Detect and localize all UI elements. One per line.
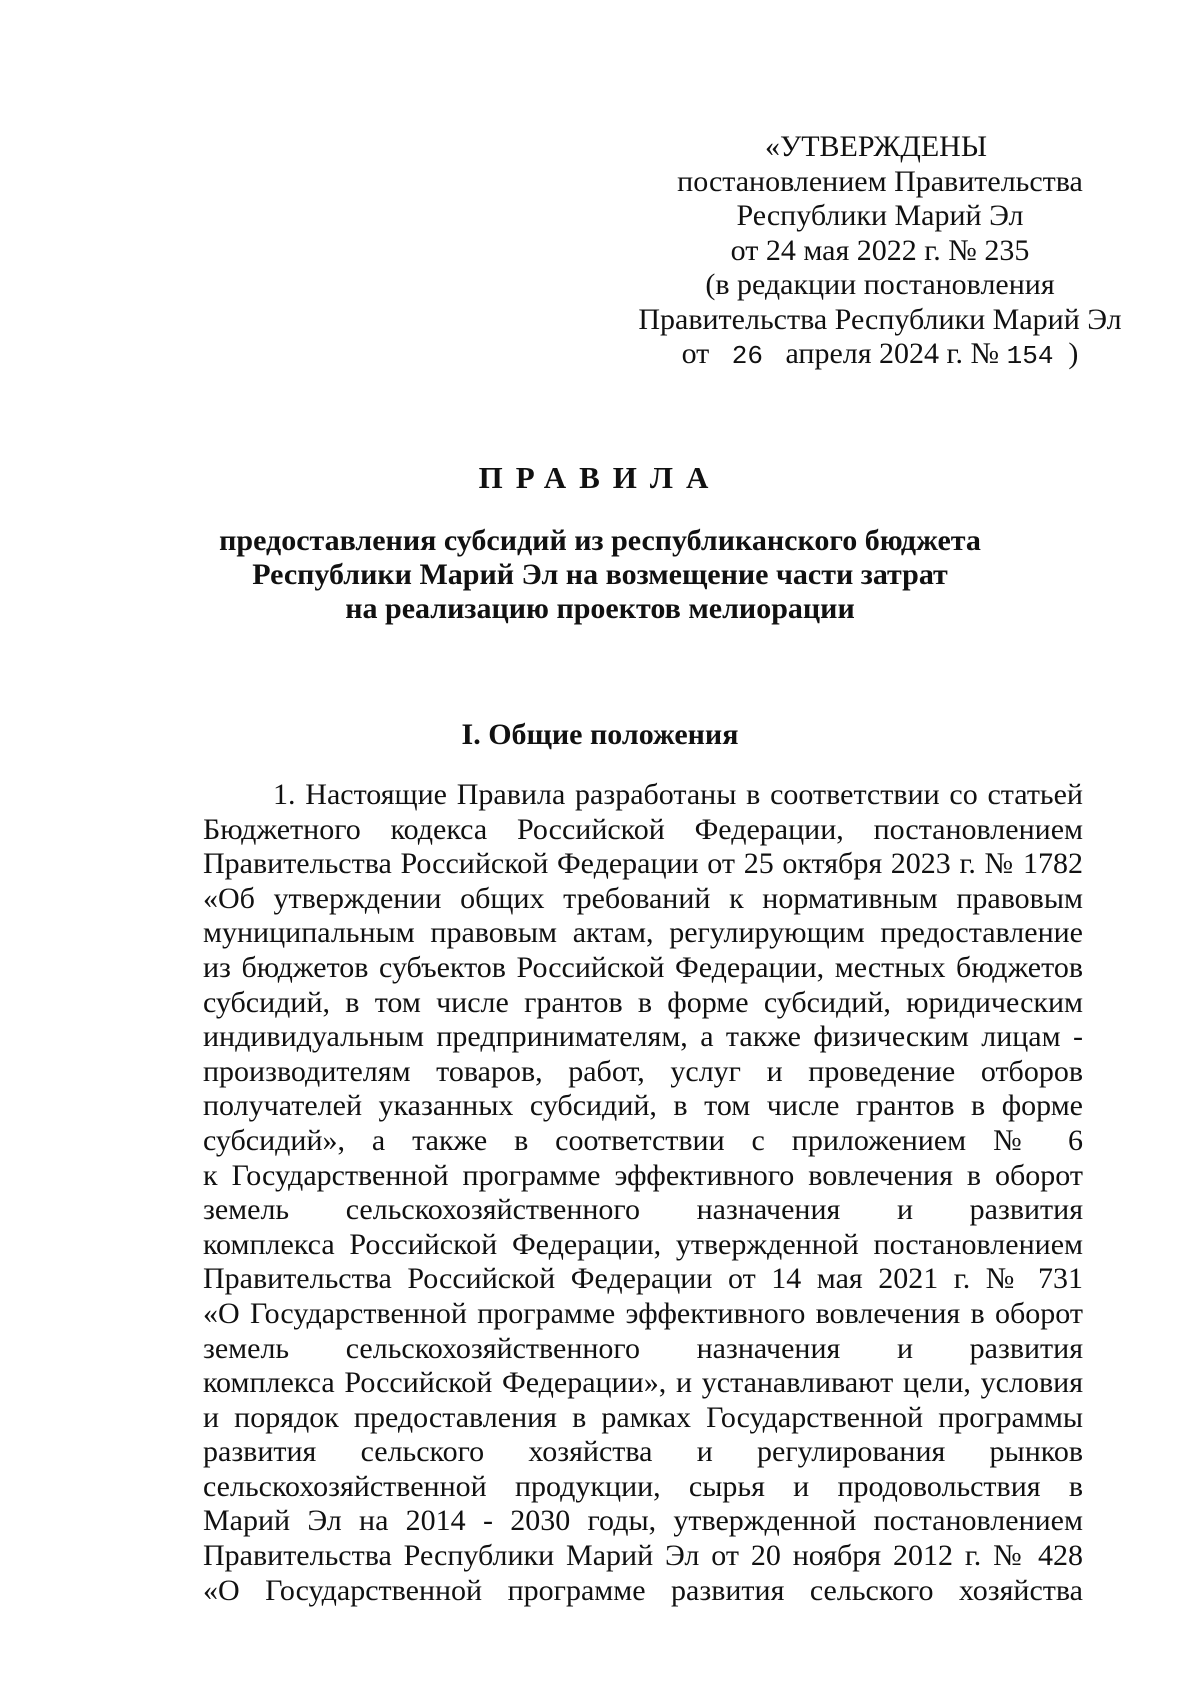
amendment-month-year: апреля 2024 г. №	[785, 337, 1000, 370]
approval-amendment-line	[600, 337, 1160, 374]
paragraph-line: субсидий», а также в соответствии с приложением № 6	[203, 1123, 1083, 1157]
paragraph-line: «О Государственной программе эффективного вовлечения в оборот	[203, 1296, 1083, 1330]
paragraph-line: Бюджетного кодекса Российской Федерации, постановлением	[203, 812, 1083, 846]
paragraph-line: «Об утверждении общих требований к нормативным правовым	[203, 881, 1083, 915]
approval-line: постановлением Правительства	[677, 164, 1083, 198]
subtitle-line: на реализацию проектов мелиорации	[345, 592, 855, 625]
paragraph-line: земель сельскохозяйственного назначения и развития	[203, 1331, 1083, 1365]
paragraph-line: 1. Настоящие Правила разработаны в соответствии со статьей	[273, 778, 1083, 811]
amendment-number: 154	[1006, 341, 1054, 371]
paragraph-line: индивидуальным предпринимателям, а также физическим лицам -	[203, 1020, 1083, 1054]
paragraph-line: «О Государственной программе развития сельского хозяйства	[203, 1573, 1083, 1607]
paragraph-line: муниципальным правовым актам, регулирующим предоставление	[203, 916, 1083, 950]
approval-stamp	[600, 130, 1160, 374]
paragraph-line: комплекса Российской Федерации», и устанавливают цели, условия	[203, 1366, 1083, 1400]
paragraph-line: производителям товаров, работ, услуг и проведение отборов	[203, 1054, 1083, 1088]
section-heading: I. Общие положения	[461, 718, 739, 751]
paragraph-line: получателей указанных субсидий, в том числе грантов в форме	[203, 1089, 1083, 1123]
paragraph-line: сельскохозяйственной продукции, сырья и продовольствия в	[203, 1469, 1083, 1503]
paragraph-line: к Государственной программе эффективного вовлечения в оборот	[203, 1158, 1083, 1192]
approval-line: «УТВЕРЖДЕНЫ	[764, 130, 988, 163]
approval-line: (в редакции постановления	[705, 268, 1055, 301]
approval-line: от 24 мая 2022 г. № 235	[730, 233, 1030, 267]
approval-line: Правительства Республики Марий Эл	[638, 302, 1122, 336]
paragraph-line: развития сельского хозяйства и регулирования рынков	[203, 1435, 1083, 1469]
paragraph-body	[203, 778, 1083, 1608]
approval-line: Республики Марий Эл	[736, 199, 1024, 232]
paragraph-line: Правительства Республики Марий Эл от 20 ноября 2012 г. № 428	[203, 1539, 1083, 1573]
paragraph-line: Правительства Российской Федерации от 14 мая 2021 г. № 731	[203, 1262, 1083, 1296]
paragraph-line: субсидий, в том числе грантов в форме субсидий, юридическим	[203, 985, 1083, 1019]
paragraph-line: земель сельскохозяйственного назначения и развития	[203, 1193, 1083, 1227]
paragraph-line: Правительства Российской Федерации от 25 октября 2023 г. № 1782	[203, 847, 1083, 881]
document-title: ПРАВИЛА	[478, 460, 722, 495]
subtitle-line: Республики Марий Эл на возмещение части затрат	[252, 558, 948, 591]
paragraph-line: и порядок предоставления в рамках Государственной программы	[203, 1400, 1083, 1434]
paragraph-line: из бюджетов субъектов Российской Федерации, местных бюджетов	[203, 950, 1083, 984]
paragraph-line: Марий Эл на 2014 - 2030 годы, утвержденной постановлением	[203, 1504, 1083, 1538]
subtitle-line: предоставления субсидий из республиканского бюджета	[219, 524, 981, 557]
paragraph-line: комплекса Российской Федерации, утвержденной постановлением	[203, 1227, 1083, 1261]
document-subtitle	[100, 524, 1100, 626]
amendment-day: 26	[731, 341, 763, 371]
approval-prefix: от	[681, 337, 710, 370]
approval-suffix: )	[1068, 337, 1079, 370]
